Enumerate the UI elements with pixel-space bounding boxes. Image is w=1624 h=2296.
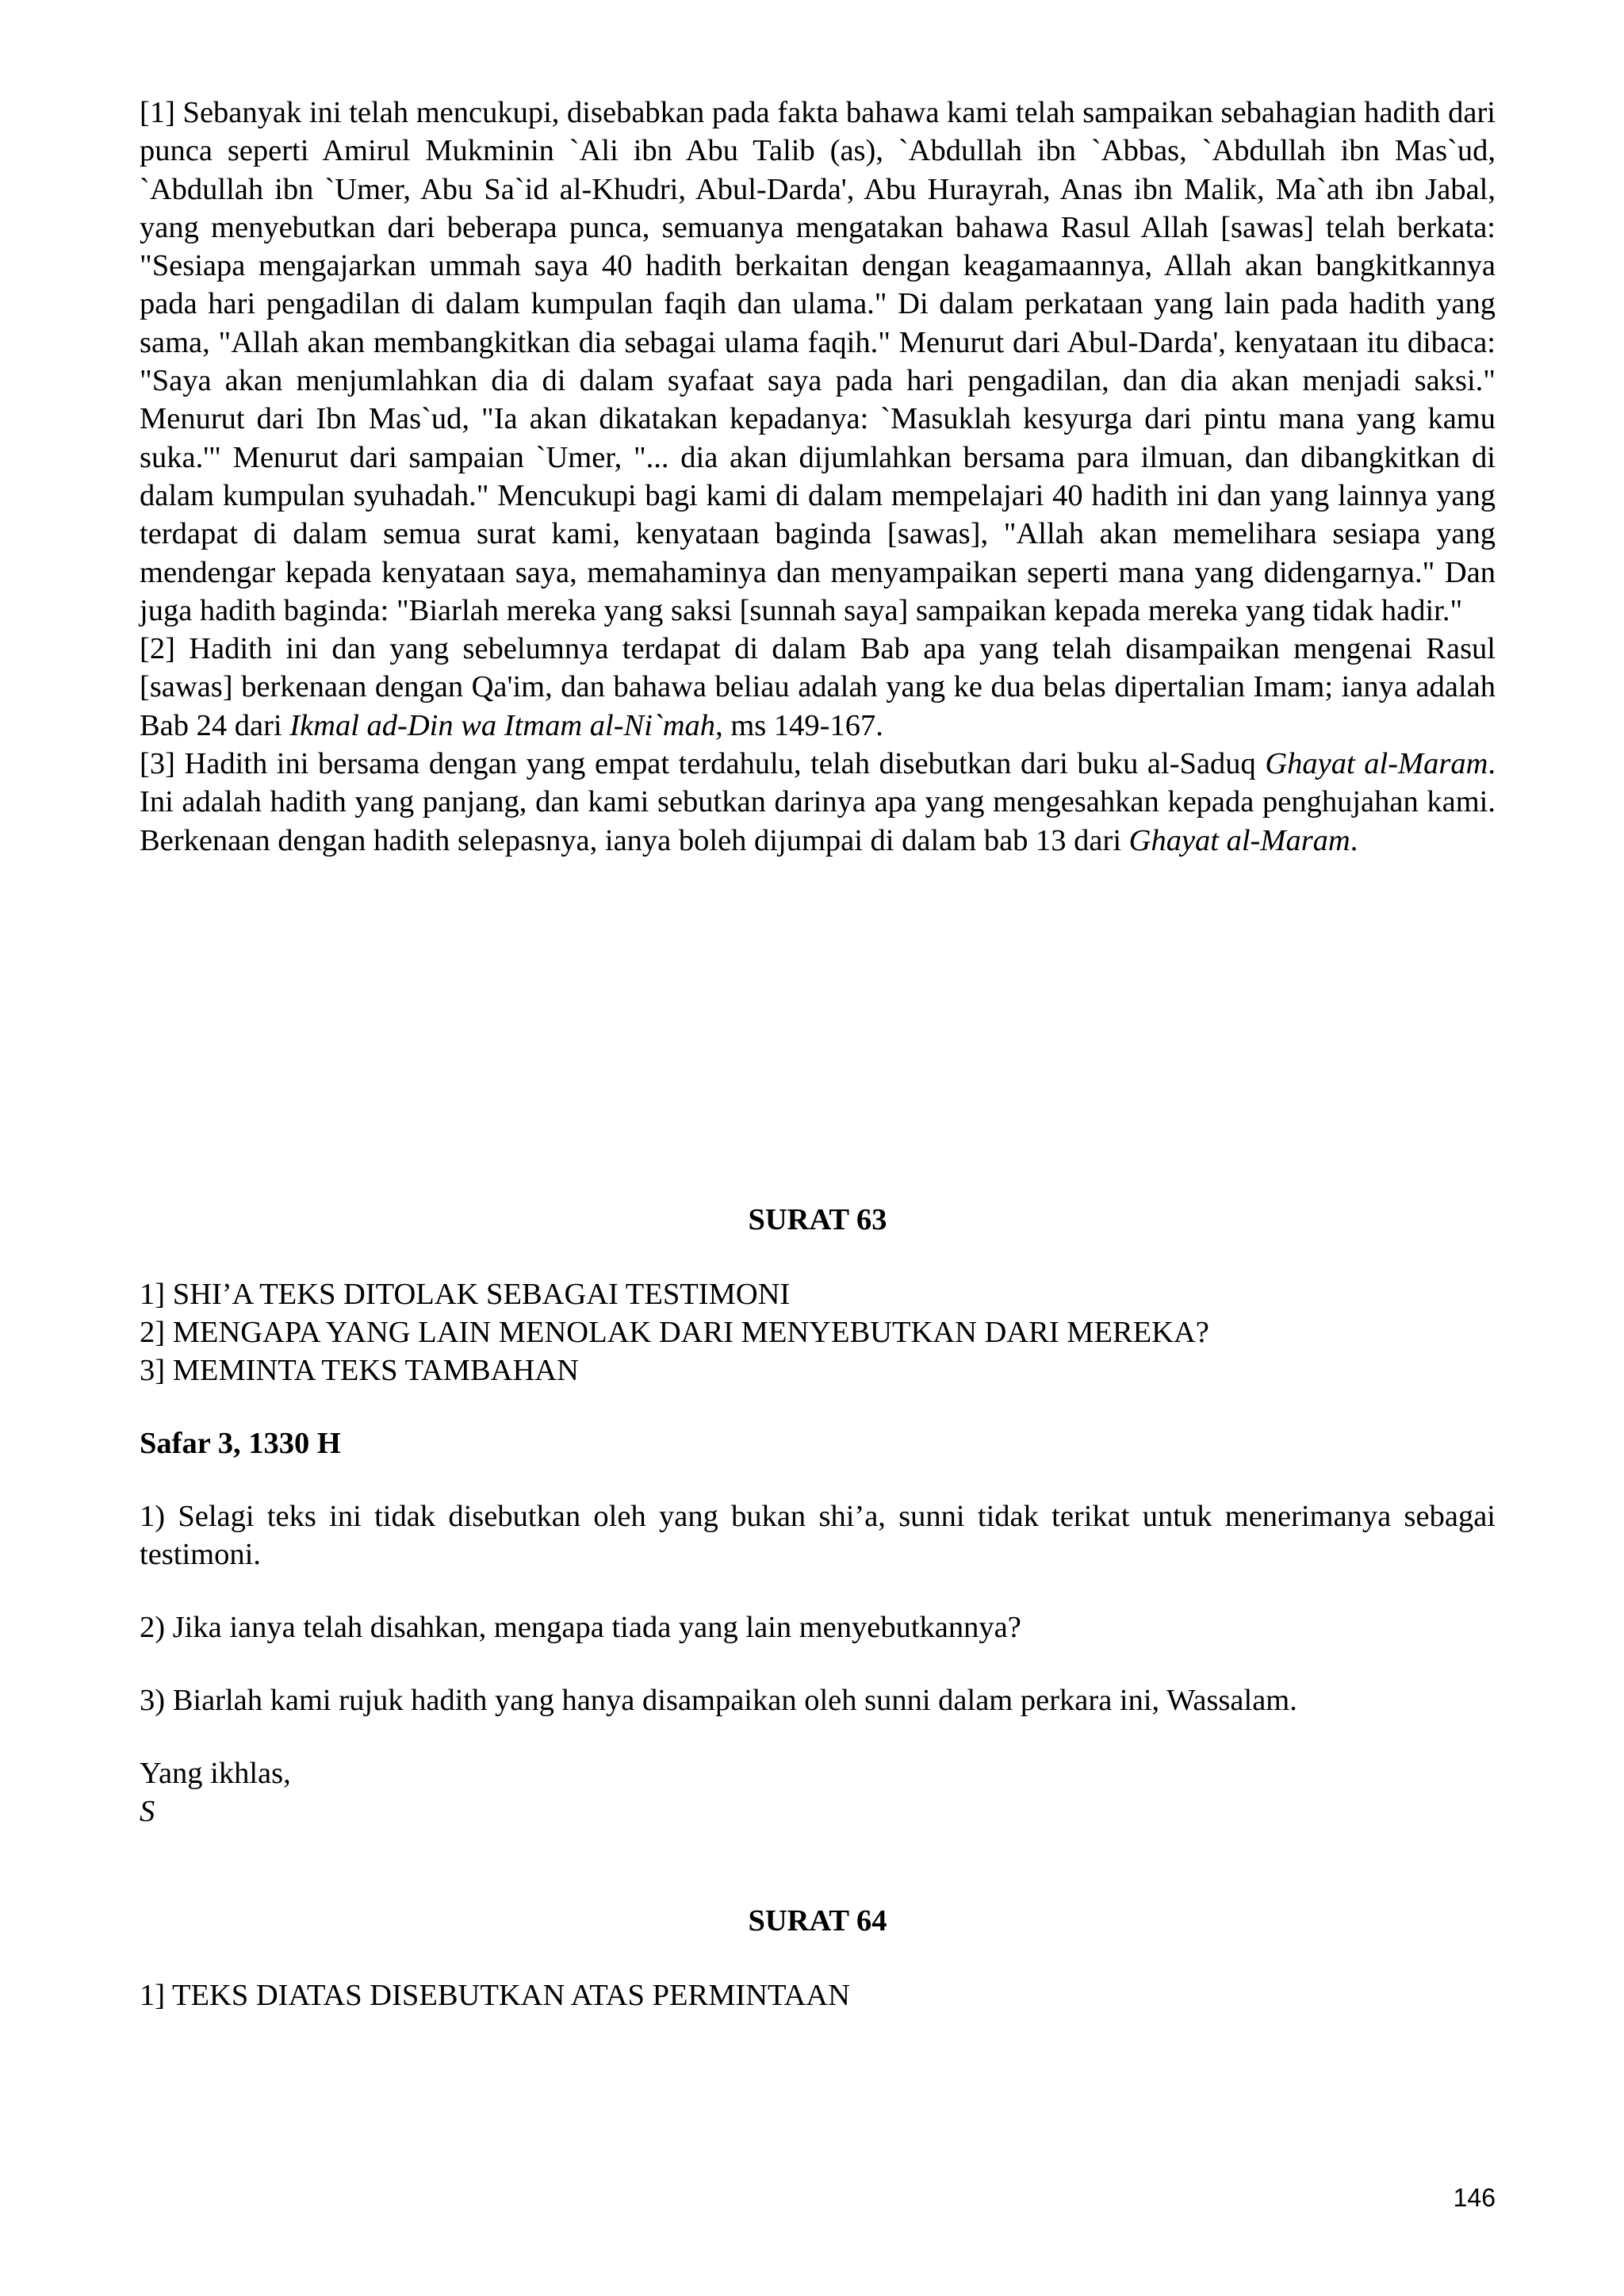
letter-63-closing: Yang ikhlas,: [140, 1756, 291, 1790]
footnote-2-text-b: , ms 149-167.: [715, 708, 883, 742]
letter-63-paragraph-3: 3) Biarlah kami rujuk hadith yang hanya disampaikan oleh sunni dalam perkara ini, Wassalam.: [140, 1683, 1297, 1717]
footnote-2-text-a: [2] Hadith ini dan yang sebelumnya terdapat di dalam Bab apa yang telah disampaikan mengenai Rasul [sawas] berkenaan dengan Qa'im, dan bahawa beliau adalah yang ke dua belas dipertalian Imam; ianya adalah Bab 24 dari: [140, 632, 1496, 742]
footnote-3-book-title-b: Ghayat al-Maram: [1128, 823, 1350, 857]
letter-63-subject-1: 1] SHI’A TEKS DITOLAK SEBAGAI TESTIMONI: [140, 1277, 791, 1311]
letter-63-subject-2: 2] MENGAPA YANG LAIN MENOLAK DARI MENYEBUTKAN DARI MEREKA?: [140, 1315, 1209, 1349]
page-number: 146: [1453, 2183, 1496, 2212]
footnote-1: [1] Sebanyak ini telah mencukupi, disebabkan pada fakta bahawa kami telah sampaikan sebahagian hadith dari punca seperti Amirul Mukminin `Ali ibn Abu Talib (as), `Abdullah ibn `Abbas, `Abdullah ibn Mas`ud, `Abdullah ibn `Umer, Abu Sa`id al-Khudri, Abul-Darda', Abu Hurayrah, Anas ibn Malik, Ma`ath ibn Jabal, yang menyebutkan dari beberapa punca, semuanya mengatakan bahawa Rasul Allah [sawas] telah berkata: "Sesiapa mengajarkan ummah saya 40 hadith berkaitan dengan keagamaannya, Allah akan bangkitkannya pada hari pengadilan di dalam kumpulan faqih dan ulama." Di dalam perkataan yang lain pada hadith yang sama, "Allah akan membangkitkan dia sebagai ulama faqih." Menurut dari Abul-Darda', kenyataan itu dibaca: "Saya akan menjumlahkan dia di dalam syafaat saya pada hari pengadilan, dan dia akan menjadi saksi." Menurut dari Ibn Mas`ud, "Ia akan dikatakan kepadanya: `Masuklah kesyurga dari pintu mana yang kamu suka.'" Menurut dari sampaian `Umer, "... dia akan dijumlahkan bersama para ilmuan, dan dibangkitkan di dalam kumpulan syuhadah." Mencukupi bagi kami di dalam mempelajari 40 hadith ini dan yang lainnya yang terdapat di dalam semua surat kami, kenyataan baginda [sawas], "Allah akan memelihara sesiapa yang mendengar kepada kenyataan saya, memahaminya dan menyampaikan seperti mana yang didengarnya." Dan juga hadith baginda: "Biarlah mereka yang saksi [sunnah saya] sampaikan kepada mereka yang tidak hadir.": [140, 96, 1496, 627]
letter-63-subject-3: 3] MEMINTA TEKS TAMBAHAN: [140, 1353, 579, 1387]
letter-64-heading: SURAT 64: [748, 1903, 887, 1938]
footnote-2-book-title: Ikmal ad-Din wa Itmam al-Ni`mah: [289, 708, 716, 742]
footnote-3-book-title-a: Ghayat al-Maram: [1265, 747, 1488, 781]
letter-63-date: Safar 3, 1330 H: [140, 1426, 341, 1460]
footnote-3: [140, 745, 1496, 860]
footnote-3-text-b: . Ini adalah hadith yang panjang, dan kami sebutkan darinya apa yang mengesahkan kepada penghujahan kami. Berkenaan dengan hadith selepasnya, ianya boleh dijumpai di dalam bab 13 dari: [140, 747, 1496, 857]
letter-64-subject-1: 1] TEKS DIATAS DISEBUTKAN ATAS PERMINTAAN: [140, 1978, 850, 2012]
blank-space: [140, 860, 1496, 1201]
page-content: [140, 94, 1496, 2014]
letter-63-paragraph-1: 1) Selagi teks ini tidak disebutkan oleh yang bukan shi’a, sunni tidak terikat untuk menerimanya sebagai testimoni.: [140, 1499, 1496, 1571]
footnote-2: [140, 630, 1496, 745]
letter-63-signature: S: [140, 1794, 155, 1828]
footnote-3-text-c: .: [1350, 823, 1358, 857]
footnote-3-text-a: [3] Hadith ini bersama dengan yang empat terdahulu, telah disebutkan dari buku al-Saduq: [140, 747, 1266, 781]
letter-63-paragraph-2: 2) Jika ianya telah disahkan, mengapa tiada yang lain menyebutkannya?: [140, 1610, 1021, 1644]
letter-63-heading: SURAT 63: [748, 1202, 887, 1236]
